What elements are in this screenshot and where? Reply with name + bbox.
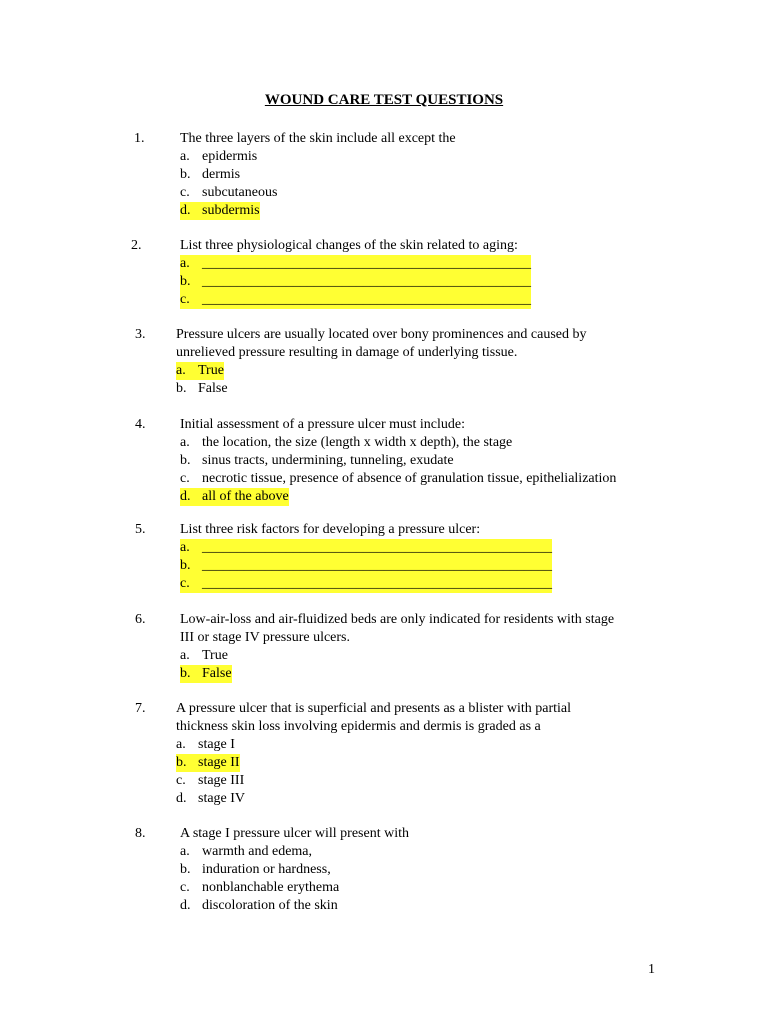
question-number: 6. [135,612,146,627]
answer-option [180,665,232,683]
option-letter: a. [180,648,190,663]
question-text: List three risk factors for developing a pressure ulcer: [180,522,481,537]
answer-option [180,470,616,488]
option-letter: b. [180,167,191,182]
page-title: WOUND CARE TEST QUESTIONS [264,92,504,108]
answer-option [176,772,244,790]
question-text: III or stage IV pressure ulcers. [180,630,351,645]
option-letter: c. [180,471,190,486]
option-text: the location, the size (length x width x depth), the stage [202,435,513,450]
question-number: 4. [135,417,146,432]
option-letter: a. [180,540,190,555]
option-letter: c. [176,773,186,788]
option-letter: a. [176,737,186,752]
answer-option [180,148,257,166]
option-text: _______________________________________________ [202,274,531,289]
option-letter: b. [176,755,187,770]
option-text: True [202,648,228,663]
question-number: 2. [131,238,142,253]
answer-option [176,754,240,772]
question-text: The three layers of the skin include all except the [180,131,456,146]
option-letter: b. [180,274,191,289]
answer-option [180,184,277,202]
question-text: A stage I pressure ulcer will present with [180,826,409,841]
option-text: epidermis [202,149,258,164]
answer-option [176,790,245,808]
option-text: sinus tracts, undermining, tunneling, exudate [202,453,454,468]
option-text: _______________________________________________ [202,256,531,271]
question-number: 8. [135,826,146,841]
option-letter: a. [180,256,190,271]
answer-option [180,861,331,879]
option-text: necrotic tissue, presence of absence of granulation tissue, epithelialization [202,471,617,486]
answer-option [176,362,224,380]
option-letter: d. [180,898,191,913]
option-letter: b. [176,381,187,396]
option-text: __________________________________________________ [202,576,552,591]
option-text: True [198,363,224,378]
option-letter: a. [180,149,190,164]
answer-option [180,255,531,273]
option-letter: d. [176,791,187,806]
question-text: A pressure ulcer that is superficial and presents as a blister with partial [176,701,571,716]
option-text: stage III [198,773,245,788]
answer-option [180,879,339,897]
question-text: List three physiological changes of the skin related to aging: [180,238,518,253]
option-text: False [198,381,228,396]
answer-option [180,647,228,665]
option-text: dermis [202,167,241,182]
option-letter: b. [180,862,191,877]
option-text: subdermis [202,203,260,218]
question-text: thickness skin loss involving epidermis and dermis is graded as a [176,719,541,734]
option-text: False [202,666,232,681]
option-text: __________________________________________________ [202,558,552,573]
option-letter: b. [180,666,191,681]
option-letter: c. [180,185,190,200]
question-text: Initial assessment of a pressure ulcer must include: [180,417,465,432]
option-letter: c. [180,292,190,307]
answer-option [176,736,235,754]
option-text: discoloration of the skin [202,898,338,913]
question-number: 3. [135,327,146,342]
option-text: stage IV [198,791,246,806]
answer-option [176,380,228,398]
answer-option [180,575,552,593]
question-number: 5. [135,522,146,537]
option-text: warmth and edema, [202,844,313,859]
option-letter: d. [180,489,191,504]
question-text: Pressure ulcers are usually located over bony prominences and caused by [176,327,587,342]
option-text: induration or hardness, [202,862,331,877]
option-text: _______________________________________________ [202,292,531,307]
answer-option [180,843,312,861]
option-letter: a. [180,844,190,859]
option-letter: a. [180,435,190,450]
option-letter: b. [180,453,191,468]
option-text: subcutaneous [202,185,278,200]
option-letter: a. [176,363,186,378]
answer-option [180,557,552,575]
option-letter: c. [180,576,190,591]
option-text: __________________________________________________ [202,540,552,555]
question-text: Low-air-loss and air-fluidized beds are only indicated for residents with stage [180,612,615,627]
option-letter: c. [180,880,190,895]
option-text: all of the above [202,489,289,504]
question-number: 7. [135,701,146,716]
answer-option [180,166,240,184]
answer-option [180,434,512,452]
option-letter: d. [180,203,191,218]
answer-option [180,488,289,506]
answer-option [180,202,260,220]
answer-option [180,273,531,291]
answer-option [180,452,454,470]
option-letter: b. [180,558,191,573]
option-text: stage II [198,755,240,770]
page-number: 1 [648,962,655,977]
question-text: unrelieved pressure resulting in damage of underlying tissue. [176,345,518,360]
answer-option [180,539,552,557]
question-number: 1. [134,131,145,146]
answer-option [180,897,338,915]
answer-option [180,291,531,309]
option-text: stage I [198,737,235,752]
option-text: nonblanchable erythema [202,880,340,895]
